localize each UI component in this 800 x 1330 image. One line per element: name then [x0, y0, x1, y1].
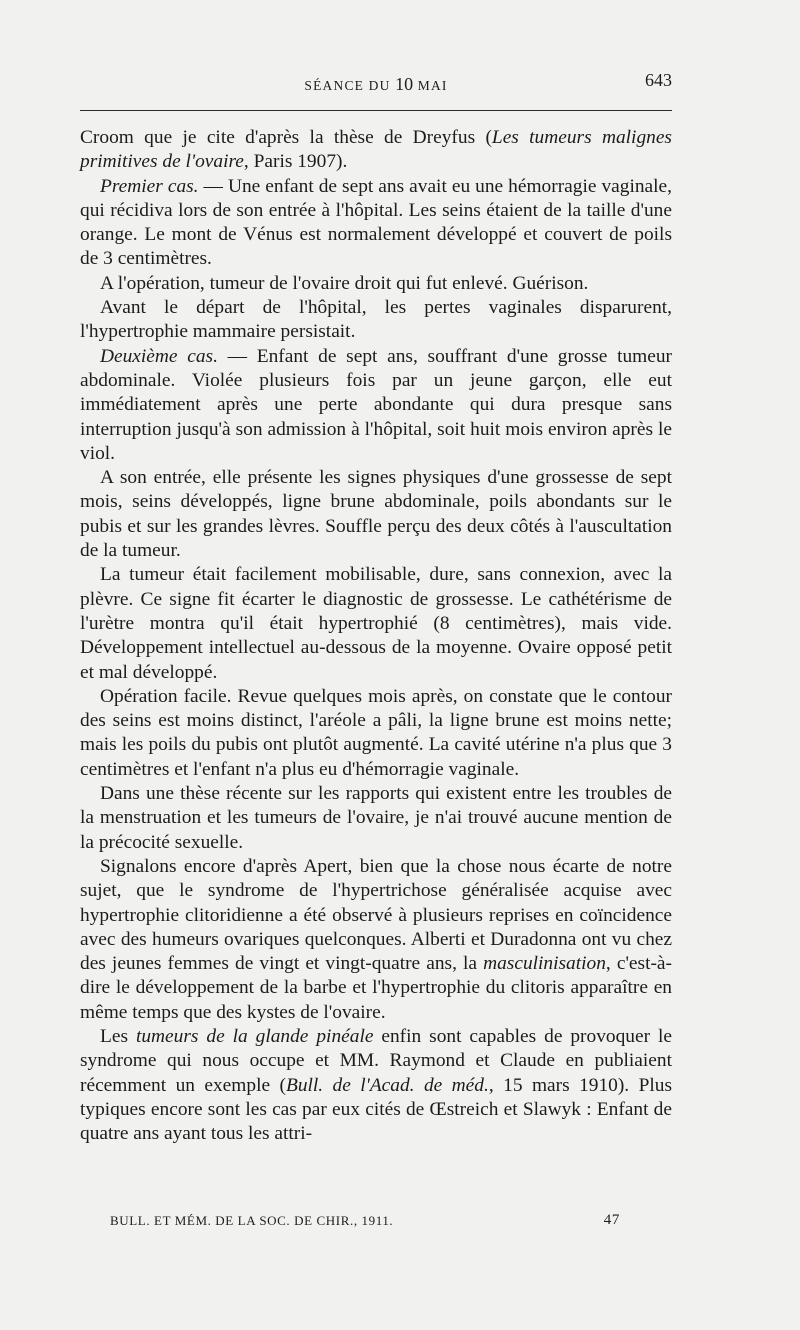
text-run: — Une enfant de sept ans avait eu une hémorragie vaginale, qui récidiva lors de son entrée à l'hôpital. Les seins étaient de la taille d'une orange. Le mont de Vénus est normalement développé et couvert de poils de 3 centimètres.: [80, 175, 672, 270]
text-run: Croom que je cite d'après la thèse de Dreyfus (: [80, 127, 492, 148]
running-title-month: MAI: [417, 78, 448, 93]
text-run: , 15 mars 1910). Plus typiques encore sont les cas par eux cités de Œstreich et Slawyk : Enfant de quatre ans ayant tous les attri-: [80, 1074, 672, 1145]
paragraph: [80, 296, 672, 345]
italic-text: Deuxième cas.: [100, 345, 218, 367]
signature-mark: 47: [603, 1212, 620, 1228]
text-run: La tumeur était facilement mobilisable, dure, sans connexion, avec la plèvre. Ce signe fit écarter le diagnostic de grossesse. Le cathétérisme de l'urètre montra qu'il était hypertrophié (8 centimètres), mais vide. Développement intellectuel au-dessous de la moyenne. Ovaire opposé petit et mal développé.: [80, 564, 672, 683]
paragraph: [80, 272, 672, 296]
text-run: A l'opération, tumeur de l'ovaire droit qui fut enlevé. Guérison.: [100, 272, 589, 294]
text-run: enfin sont capables de provoquer le syndrome qui nous occupe et MM. Raymond et Claude en publiaient récemment un exemple (: [80, 1025, 672, 1096]
italic-text: tumeurs de la glande pinéale: [135, 1025, 374, 1047]
paragraph: [80, 126, 672, 175]
paragraph: [80, 685, 672, 782]
italic-text: Les tumeurs malignes primitives de l'ovaire: [80, 127, 672, 173]
text-run: Dans une thèse récente sur les rapports qui existent entre les troubles de la menstruation et les tumeurs de l'ovaire, je n'ai trouvé aucune mention de la précocité sexuelle.: [80, 783, 672, 853]
paragraph: [80, 782, 672, 855]
journal-footer: BULL. ET MÉM. DE LA SOC. DE CHIR., 1911.: [110, 1213, 394, 1228]
paragraph: [80, 175, 672, 272]
paragraph: [80, 855, 672, 1025]
text-run: , c'est-à-dire le développement de la barbe et l'hypertrophie du clitoris apparaître en même temps que des kystes de l'ovaire.: [80, 953, 672, 1023]
italic-text: Premier cas.: [100, 175, 199, 197]
running-title-text: SÉANCE DU: [304, 78, 391, 93]
page-number: 643: [645, 70, 672, 90]
text-run: — Enfant de sept ans, souffrant d'une grosse tumeur abdominale. Violée plusieurs fois par un jeune garçon, elle eut immédiatement après une perte abondante qui dura presque sans interruption jusqu'à son admission à l'hôpital, soit huit mois environ après le viol.: [80, 345, 672, 464]
text-run: Signalons encore d'après Apert, bien que la chose nous écarte de notre sujet, que le syndrome de l'hypertrichose généralisée acquise avec hypertrophie clitoridienne a été observé à plusieurs reprises en coïncidence avec des humeurs ovariques quelconques. Alberti et Duradonna ont vu chez des jeunes femmes de vingt et vingt-quatre ans, la: [80, 855, 672, 975]
running-title-day: 10: [395, 74, 414, 94]
paragraph: [80, 466, 672, 563]
running-title: [80, 74, 672, 95]
page-footer: [110, 1213, 620, 1233]
text-run: , Paris 1907).: [243, 151, 348, 173]
paragraph: [80, 563, 672, 684]
body-text: [80, 126, 672, 1146]
text-run: Avant le départ de l'hôpital, les pertes vaginales disparurent, l'hypertrophie mammaire persistait.: [80, 297, 672, 343]
text-run: Les: [100, 1025, 136, 1047]
italic-text: masculinisation: [483, 953, 606, 975]
text-run: Opération facile. Revue quelques mois après, on constate que le contour des seins est moins distinct, l'aréole a pâli, la ligne brune est moins nette; mais les poils du pubis ont plutôt augmenté. La cavité utérine n'a plus que 3 centimètres et l'enfant n'a plus eu d'hémorragie vaginale.: [80, 685, 672, 780]
paragraph: [80, 1025, 672, 1146]
header-rule: [80, 110, 672, 111]
italic-text: Bull. de l'Acad. de méd.: [285, 1074, 489, 1096]
running-header: [80, 70, 672, 94]
paragraph: [80, 345, 672, 466]
text-run: A son entrée, elle présente les signes physiques d'une grossesse de sept mois, seins développés, ligne brune abdominale, poils abondants sur le pubis et sur les grandes lèvres. Souffle perçu des deux côtés à l'auscultation de la tumeur.: [80, 467, 672, 562]
